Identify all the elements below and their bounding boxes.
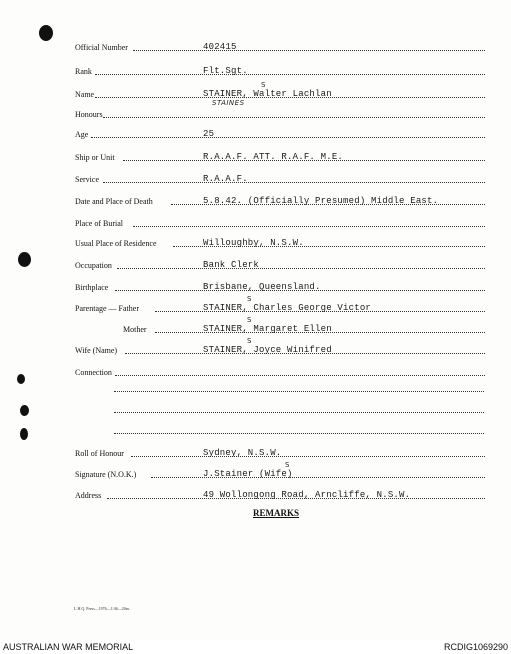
father-label: Parentage — Father <box>75 304 139 313</box>
connection-extra-line <box>114 411 484 413</box>
service-value: R.A.A.F. <box>203 174 248 184</box>
punch-hole <box>18 252 31 267</box>
leader-dots <box>151 476 485 478</box>
archive-footer <box>0 640 511 654</box>
punch-hole <box>20 405 29 416</box>
connection-label: Connection <box>75 368 112 377</box>
father-row <box>75 295 485 315</box>
roll-of-honour-row <box>75 446 485 460</box>
leader-dots <box>103 116 485 118</box>
signature-label: Signature (N.O.K.) <box>75 470 137 479</box>
record-id: RCDIG1069290 <box>443 642 508 652</box>
death-row <box>75 194 485 208</box>
name-correction: STAINES <box>212 99 245 107</box>
honours-row <box>75 107 485 121</box>
birthplace-label: Birthplace <box>75 283 109 292</box>
residence-value: Willoughby, N.S.W. <box>203 238 304 248</box>
address-row <box>75 488 485 502</box>
roll-of-honour-label: Roll of Honour <box>75 449 124 458</box>
ship-or-unit-label: Ship or Unit <box>75 153 115 162</box>
death-label: Date and Place of Death <box>75 197 153 206</box>
wife-value: STAINER, Joyce Winifred <box>203 345 332 355</box>
name-row <box>75 81 485 101</box>
residence-row <box>75 236 485 250</box>
official-number-value: 402415 <box>203 42 237 52</box>
age-row <box>75 127 485 141</box>
roll-of-honour-value: Sydney, N.S.W. <box>203 448 282 458</box>
father-value: STAINER, Charles George Victor <box>203 303 372 313</box>
age-value: 25 <box>203 129 215 139</box>
punch-hole <box>17 374 25 384</box>
honours-label: Honours <box>75 110 103 119</box>
occupation-row <box>75 258 485 272</box>
wife-overwrite-mark: S <box>247 337 252 345</box>
mother-value: STAINER, Margaret Ellen <box>203 324 332 334</box>
mother-overwrite-mark: S <box>247 316 252 324</box>
leader-dots <box>133 49 485 51</box>
rank-value: Flt.Sgt. <box>203 66 248 76</box>
name-value: STAINER, Walter Lachlan <box>203 89 332 99</box>
burial-label: Place of Burial <box>75 219 123 228</box>
death-value: 5.8.42. (Officially Presumed) Middle East. <box>203 196 439 206</box>
signature-row <box>75 461 485 481</box>
leader-dots <box>133 225 485 227</box>
archive-name: AUSTRALIAN WAR MEMORIAL <box>3 642 134 652</box>
birthplace-value: Brisbane, Queensland. <box>203 282 321 292</box>
name-overwrite-mark: S <box>261 81 266 89</box>
connection-extra-line <box>114 432 484 434</box>
service-row <box>75 172 485 186</box>
signature-value: J.Stainer (Wife) <box>203 469 293 479</box>
punch-hole <box>20 428 28 440</box>
occupation-value: Bank Clerk <box>203 260 260 270</box>
ship-or-unit-value: R.A.A.F. ATT. R.A.F. M.E. <box>203 152 344 162</box>
punch-hole <box>39 25 53 41</box>
address-label: Address <box>75 491 102 500</box>
mother-row <box>75 316 485 336</box>
leader-dots <box>103 181 485 183</box>
connection-row <box>75 365 485 379</box>
residence-label: Usual Place of Residence <box>75 239 157 248</box>
leader-dots <box>91 136 485 138</box>
address-value: 49 Wollongong Road, Arncliffe, N.S.W. <box>203 490 411 500</box>
signature-overwrite-mark: S <box>285 461 290 469</box>
ship-or-unit-row <box>75 150 485 164</box>
remarks-heading: REMARKS <box>253 508 300 518</box>
connection-extra-line <box>114 390 484 392</box>
father-overwrite-mark: S <box>247 295 252 303</box>
burial-row <box>75 216 485 230</box>
name-label: Name <box>75 90 95 99</box>
occupation-label: Occupation <box>75 261 112 270</box>
leader-dots <box>95 73 485 75</box>
rank-label: Rank <box>75 67 92 76</box>
leader-dots <box>115 374 485 376</box>
official-number-row <box>75 40 485 54</box>
printer-imprint: L.H.Q. Press—1976—1/46—20m. <box>74 606 130 611</box>
leader-dots <box>131 455 485 457</box>
age-label: Age <box>75 130 89 139</box>
leader-dots <box>117 267 485 269</box>
mother-label: Mother <box>123 325 147 334</box>
official-number-label: Official Number <box>75 43 128 52</box>
birthplace-row <box>75 280 485 294</box>
wife-label: Wife (Name) <box>75 346 118 355</box>
rank-row <box>75 64 485 78</box>
wife-row <box>75 337 485 357</box>
service-label: Service <box>75 175 99 184</box>
